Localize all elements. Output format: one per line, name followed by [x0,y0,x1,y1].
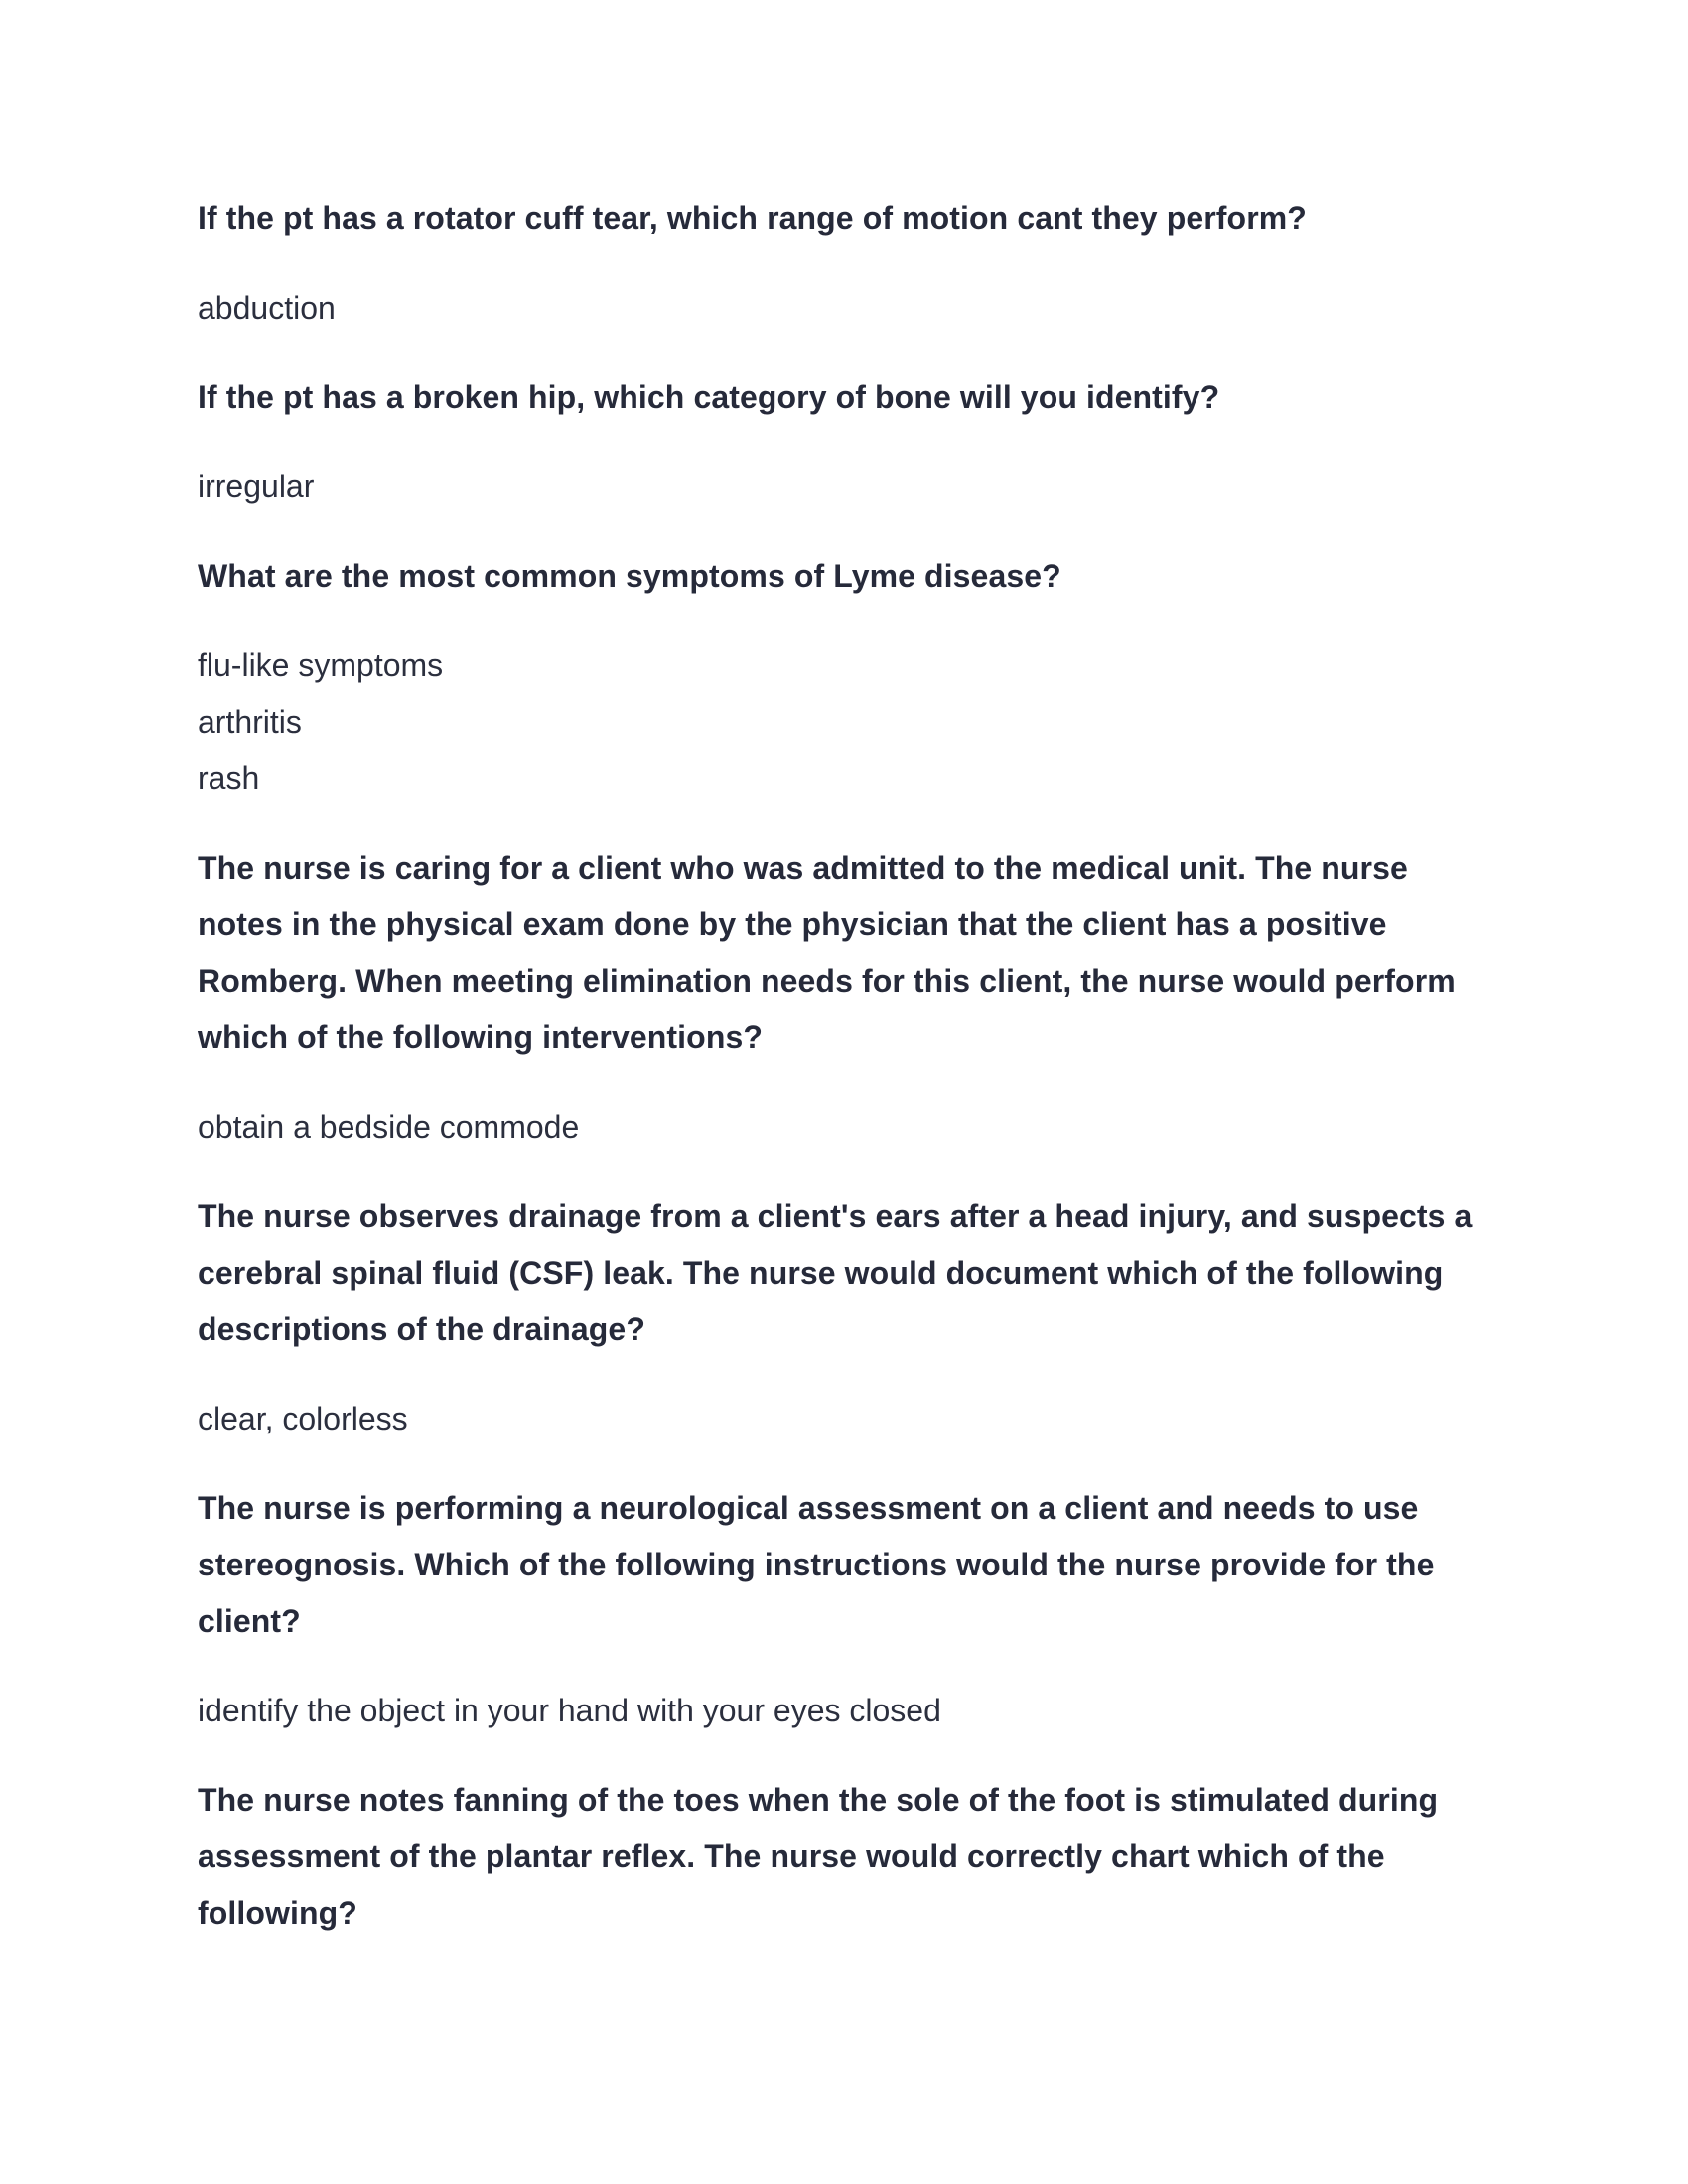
answer-line: clear, colorless [198,1401,408,1436]
answer-6 [198,1683,1488,1739]
answer-line: rash [198,760,260,796]
answer-3 [198,637,1488,807]
answer-line: identify the object in your hand with your eyes closed [198,1693,941,1728]
question-5: The nurse observes drainage from a client's ears after a head injury, and suspects a cerebral spinal fluid (CSF) leak. The nurse would document which of the following descriptions of the drainage? [198,1198,1473,1347]
question-2: If the pt has a broken hip, which category of bone will you identify? [198,379,1220,415]
answer-line: arthritis [198,704,302,740]
answer-line: flu-like symptoms [198,647,444,683]
answer-line: abduction [198,290,336,326]
question-6: The nurse is performing a neurological assessment on a client and needs to use stereognosis. Which of the following instructions would the nurse provide for the client? [198,1490,1435,1639]
answer-4 [198,1099,1488,1156]
question-1: If the pt has a rotator cuff tear, which range of motion cant they perform? [198,201,1307,236]
question-7: The nurse notes fanning of the toes when the sole of the foot is stimulated during assessment of the plantar reflex. The nurse would correctly chart which of the following? [198,1782,1439,1931]
answer-5 [198,1391,1488,1447]
question-3: What are the most common symptoms of Lyme disease? [198,558,1061,594]
question-4: The nurse is caring for a client who was admitted to the medical unit. The nurse notes in the physical exam done by the physician that the client has a positive Romberg. When meeting elimination needs for this client, the nurse would perform which of the following interventions? [198,850,1456,1055]
document-page [198,191,1488,1975]
answer-1 [198,280,1488,337]
answer-2 [198,459,1488,515]
answer-line: irregular [198,469,315,504]
answer-line: obtain a bedside commode [198,1109,580,1145]
